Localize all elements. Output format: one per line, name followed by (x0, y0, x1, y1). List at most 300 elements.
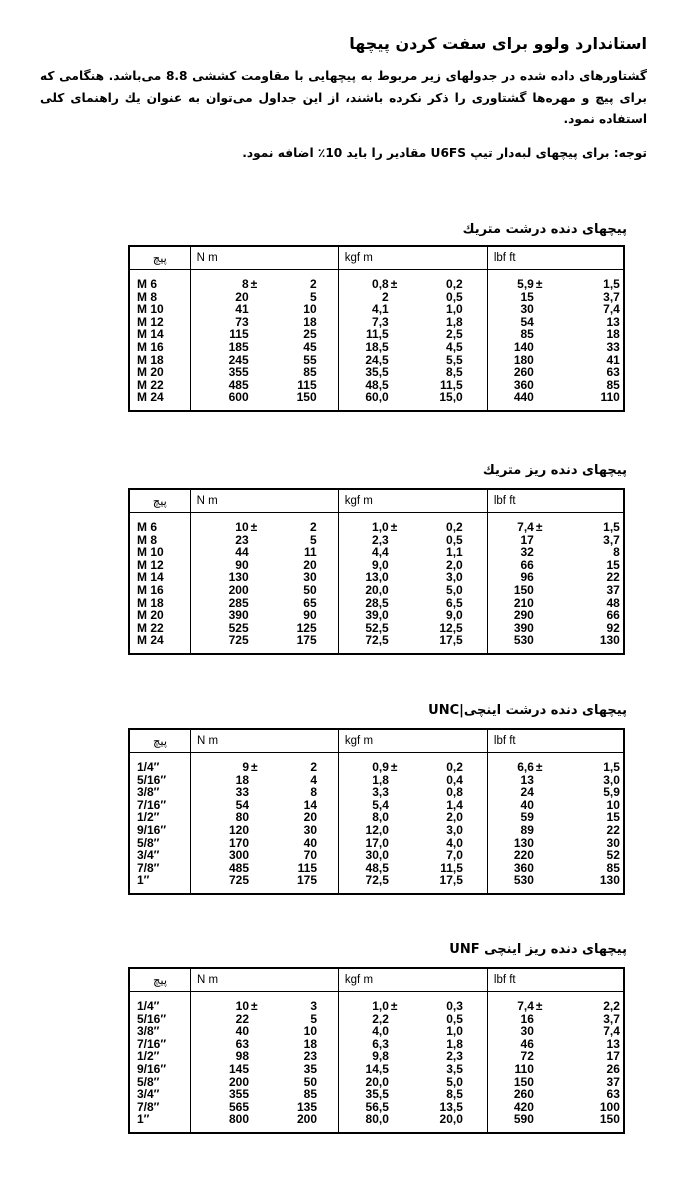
tolerance-sign (389, 1025, 405, 1038)
tolerance-sign (534, 354, 550, 367)
torque-value (339, 622, 487, 635)
nominal-value: 30 (520, 302, 534, 317)
tolerance-value: 10 (303, 1024, 318, 1039)
bolt-size: 7/8″ (137, 860, 160, 875)
tolerance-sign (534, 1038, 550, 1051)
tolerance-sign (534, 874, 550, 887)
tolerance-value: 85 (303, 1087, 318, 1102)
lbf-header: lbf ft (487, 489, 624, 513)
bolt-size: 1/4″ (137, 760, 160, 774)
tolerance-sign (249, 824, 265, 837)
tolerance-sign: ± (535, 520, 543, 534)
tolerance-value: 0,5 (446, 1011, 463, 1026)
torque-value (488, 1025, 623, 1038)
tolerance-sign (389, 534, 405, 547)
tolerance-sign (389, 811, 405, 824)
tolerance-value: 2 (309, 277, 317, 291)
tolerance-sign (249, 291, 265, 304)
torque-value (488, 874, 623, 887)
bolt-size: M 12 (137, 314, 164, 329)
tolerance-sign (249, 1101, 265, 1114)
tolerance-value: 1,5 (603, 277, 620, 291)
torque-value (488, 534, 623, 547)
torque-value (339, 874, 487, 887)
nominal-value: 4,1 (372, 302, 389, 317)
tolerance-sign (249, 1050, 265, 1063)
torque-value (191, 366, 338, 379)
torque-value (488, 559, 623, 572)
nominal-value: 6,6 (517, 760, 534, 774)
bolt-size: M 20 (137, 608, 164, 623)
tolerance-sign (389, 634, 405, 647)
bolt-size: 5/8″ (137, 835, 160, 850)
nominal-value: 390 (228, 608, 249, 623)
bolt-size: 1/2″ (137, 810, 160, 825)
torque-value (339, 366, 487, 379)
tolerance-sign (534, 622, 550, 635)
torque-value (488, 799, 623, 812)
lbf-column (487, 992, 624, 1133)
bolt-size: M 10 (137, 545, 164, 560)
tolerance-value: 4,5 (446, 339, 463, 354)
torque-value (339, 1088, 487, 1101)
torque-value (488, 521, 623, 534)
torque-value (488, 328, 623, 341)
nominal-value: 30,0 (365, 848, 389, 863)
nominal-value: 130 (228, 570, 249, 585)
tolerance-value: 85 (303, 365, 317, 380)
tolerance-sign (389, 837, 405, 850)
tolerance-value: 2 (309, 520, 317, 534)
tolerance-sign (534, 534, 550, 547)
tolerance-value: 14 (303, 797, 318, 812)
kgf-header: kgf m (338, 489, 487, 513)
torque-value (339, 328, 487, 341)
nominal-value: 52,5 (365, 620, 389, 635)
bolt-size: 9/16″ (137, 1061, 167, 1076)
torque-value (339, 1013, 487, 1026)
tolerance-value: 65 (303, 595, 317, 610)
tolerance-sign (389, 559, 405, 572)
tolerance-value: 20,0 (439, 1112, 463, 1127)
nominal-value: 725 (228, 873, 250, 888)
torque-value (339, 1050, 487, 1063)
torque-table (128, 245, 625, 412)
torque-value (191, 546, 338, 559)
table-title: پیچهای دنده ریز اینچی UNF (449, 942, 627, 957)
nominal-value: 73 (235, 314, 249, 329)
nm-header: N m (191, 729, 339, 753)
torque-value (191, 521, 338, 534)
tolerance-value: 50 (303, 582, 317, 597)
nominal-value: 13 (520, 772, 534, 787)
tolerance-value: 18 (303, 1036, 318, 1051)
torque-value (339, 1000, 487, 1013)
nominal-value: 98 (235, 1049, 250, 1064)
tolerance-sign: ± (251, 999, 258, 1013)
header-row (129, 489, 624, 513)
lbf-column (487, 513, 624, 654)
tolerance-value: 5,0 (446, 582, 463, 597)
tolerance-sign (534, 824, 550, 837)
tolerance-value: 35 (303, 1061, 318, 1076)
header-row (129, 968, 624, 992)
tolerance-sign (249, 1113, 265, 1126)
nominal-value: 145 (228, 1061, 250, 1076)
nominal-value: 13,0 (365, 570, 389, 585)
bolt-size: 5/8″ (137, 1074, 160, 1089)
bolt-size: M 14 (137, 327, 164, 342)
nominal-value: 1,0 (372, 999, 389, 1013)
nominal-value: 48,5 (365, 377, 389, 392)
nominal-value: 54 (235, 797, 250, 812)
nominal-value: 9 (242, 760, 250, 774)
torque-value (339, 546, 487, 559)
nominal-value: 360 (513, 860, 534, 875)
tolerance-value: 6,5 (446, 595, 463, 610)
tolerance-value: 15 (606, 810, 620, 825)
tolerance-sign (389, 303, 405, 316)
data-row (129, 992, 624, 1133)
tolerance-sign (249, 811, 265, 824)
lbf-header: lbf ft (487, 968, 624, 992)
torque-value (488, 1063, 623, 1076)
tolerance-sign (389, 774, 405, 787)
tolerance-value: 0,2 (446, 277, 463, 291)
kgf-column (338, 270, 487, 411)
bolt-size: M 14 (137, 570, 164, 585)
torque-value (488, 1000, 623, 1013)
tolerance-value: 90 (303, 608, 317, 623)
tolerance-sign: ± (251, 760, 258, 774)
tolerance-value: 175 (296, 873, 318, 888)
tolerance-value: 3,7 (603, 532, 620, 547)
tolerance-sign (389, 824, 405, 837)
tolerance-sign (249, 774, 265, 787)
nm-header: N m (191, 968, 339, 992)
nominal-value: 180 (513, 352, 534, 367)
torque-value (488, 609, 623, 622)
bolt-size-column (129, 992, 191, 1133)
tolerance-value: 25 (303, 327, 317, 342)
tolerance-sign (389, 366, 405, 379)
lbf-column (487, 270, 624, 411)
bolt-size: 3/4″ (137, 848, 160, 863)
nominal-value: 44 (235, 545, 249, 560)
nominal-value: 40 (235, 1024, 250, 1039)
bolt-size: 7/16″ (137, 797, 167, 812)
nominal-value: 150 (513, 582, 534, 597)
nominal-value: 40 (520, 797, 534, 812)
tolerance-sign (389, 849, 405, 862)
nominal-value: 300 (228, 848, 250, 863)
nominal-value: 48,5 (365, 860, 389, 875)
nominal-value: 7,3 (372, 314, 389, 329)
tolerance-sign (389, 1050, 405, 1063)
torque-value (339, 291, 487, 304)
tolerance-value: 8,5 (446, 1087, 463, 1102)
nominal-value: 66 (520, 557, 534, 572)
tolerance-value: 5,0 (446, 1074, 463, 1089)
nominal-value: 360 (513, 377, 534, 392)
torque-value (488, 278, 623, 291)
nominal-value: 2,3 (372, 532, 389, 547)
tolerance-value: 5 (310, 1011, 318, 1026)
bolt-size: 9/16″ (137, 822, 167, 837)
kgf-column (338, 992, 487, 1133)
tolerance-value: 26 (606, 1061, 620, 1076)
nominal-value: 80,0 (365, 1112, 389, 1127)
tolerance-value: 55 (303, 352, 317, 367)
tolerance-value: 63 (606, 1087, 620, 1102)
bolt-size: 1/4″ (137, 999, 160, 1013)
tolerance-value: 3,0 (603, 772, 620, 787)
tolerance-sign (249, 1038, 265, 1051)
tolerance-value: 2,5 (446, 327, 463, 342)
bolt-size: M 6 (137, 277, 158, 291)
torque-value (339, 341, 487, 354)
nominal-value: 17 (520, 532, 534, 547)
tolerance-value: 4,0 (446, 835, 463, 850)
torque-value (191, 1063, 338, 1076)
torque-value (191, 824, 338, 837)
tolerance-sign: ± (390, 999, 398, 1013)
nominal-value: 1,8 (372, 772, 389, 787)
bolt-size: 1/2″ (137, 1049, 160, 1064)
nominal-value: 525 (228, 620, 249, 635)
nominal-value: 210 (513, 595, 534, 610)
nominal-value: 20,0 (365, 1074, 389, 1089)
nominal-value: 245 (228, 352, 249, 367)
tolerance-value: 63 (606, 365, 620, 380)
torque-value (191, 1000, 338, 1013)
bolt-size: M 22 (137, 620, 164, 635)
tolerance-value: 1,5 (603, 520, 620, 534)
nm-column (190, 270, 338, 411)
nominal-value: 6,3 (372, 1036, 389, 1051)
tolerance-sign (249, 837, 265, 850)
tolerance-value: 52 (606, 848, 620, 863)
bolt-size: M 8 (137, 289, 158, 304)
torque-value (191, 874, 338, 887)
tolerance-value: 150 (599, 1112, 620, 1127)
nominal-value: 150 (513, 1074, 534, 1089)
nominal-value: 390 (513, 620, 534, 635)
bolt-size: 3/4″ (137, 1087, 160, 1102)
nominal-value: 11,5 (366, 327, 389, 342)
tolerance-sign (249, 786, 265, 799)
tolerance-sign (249, 379, 265, 392)
tolerance-sign (249, 534, 265, 547)
nominal-value: 0,8 (372, 277, 389, 291)
tolerance-value: 37 (606, 582, 620, 597)
tolerance-value: 3,5 (446, 1061, 463, 1076)
tolerance-sign (534, 1013, 550, 1026)
nominal-value: 355 (228, 1087, 250, 1102)
tolerance-sign (249, 874, 265, 887)
nominal-value: 96 (520, 570, 534, 585)
nominal-value: 140 (513, 339, 534, 354)
tolerance-value: 13 (606, 1036, 620, 1051)
tolerance-sign (389, 622, 405, 635)
tolerance-sign (389, 609, 405, 622)
nominal-value: 10 (235, 999, 250, 1013)
nominal-value: 24 (520, 785, 534, 800)
torque-value (488, 366, 623, 379)
torque-value (488, 811, 623, 824)
tolerance-value: 17,5 (439, 873, 463, 888)
nominal-value: 600 (228, 390, 249, 405)
tolerance-value: 8 (310, 785, 318, 800)
torque-value (191, 761, 338, 774)
intro-paragraph: گشتاورهای داده شده در جدولهای زیر مربوط به پیچهایی با مقاومت کششی 8.8 می‌باشد. هنگامی که برای پیچ و مهره‌ها گشتاوری را ذکر نکرده باشند، از این جداول می‌توان به عنوان یك راهنمای کلی استفاده نمود. (40, 69, 647, 126)
bolt-size: 7/8″ (137, 1099, 160, 1114)
torque-value (339, 1025, 487, 1038)
tolerance-value: 3,7 (603, 1011, 620, 1026)
header-row (129, 729, 624, 753)
nominal-value: 72,5 (365, 633, 389, 648)
torque-value (339, 379, 487, 392)
nominal-value: 565 (228, 1099, 250, 1114)
nominal-value: 90 (235, 557, 249, 572)
nominal-value: 85 (520, 327, 534, 342)
nominal-value: 16 (520, 1011, 534, 1026)
bolt-size: M 16 (137, 582, 164, 597)
torque-value (191, 1088, 338, 1101)
lbf-header: lbf ft (487, 246, 624, 270)
nm-column (190, 513, 338, 654)
tolerance-sign (389, 546, 405, 559)
torque-value (339, 534, 487, 547)
tolerance-sign (249, 571, 265, 584)
torque-value (191, 786, 338, 799)
tolerance-sign (534, 634, 550, 647)
tolerance-value: 0,2 (446, 520, 463, 534)
table-title: پیچهای دنده ریز متریك (482, 463, 627, 478)
tolerance-value: 17,5 (439, 633, 463, 648)
tolerance-value: 5,5 (446, 352, 463, 367)
bolt-header: پیچ (129, 246, 190, 270)
nominal-value: 530 (513, 873, 534, 888)
tolerance-sign (249, 799, 265, 812)
torque-value (488, 546, 623, 559)
tolerance-value: 13,5 (439, 1099, 463, 1114)
nominal-value: 7,4 (517, 999, 534, 1013)
torque-value (191, 278, 338, 291)
tolerance-value: 10 (606, 797, 620, 812)
tolerance-value: 40 (303, 835, 318, 850)
tolerance-sign (249, 328, 265, 341)
torque-value (339, 761, 487, 774)
bolt-size: M 24 (137, 390, 164, 405)
nominal-value: 12,0 (365, 822, 389, 837)
tolerance-sign (534, 571, 550, 584)
nominal-value: 33 (235, 785, 250, 800)
nominal-value: 260 (513, 1087, 534, 1102)
tolerance-value: 3,0 (446, 570, 463, 585)
tolerance-sign (389, 316, 405, 329)
nominal-value: 10 (235, 520, 249, 534)
torque-value (339, 824, 487, 837)
bolt-size-column (129, 513, 190, 654)
torque-value (339, 303, 487, 316)
tolerance-sign (534, 546, 550, 559)
nominal-value: 200 (228, 1074, 250, 1089)
tolerance-value: 45 (303, 339, 317, 354)
tolerance-sign (534, 1101, 550, 1114)
bolt-size: M 18 (137, 595, 164, 610)
nominal-value: 220 (513, 848, 534, 863)
tolerance-sign (534, 1050, 550, 1063)
bolt-size: 3/8″ (137, 785, 160, 800)
torque-value (191, 634, 338, 647)
data-row (129, 513, 624, 654)
tolerance-value: 10 (303, 302, 317, 317)
tolerance-sign: ± (535, 277, 543, 291)
tolerance-value: 1,1 (446, 545, 463, 560)
torque-value (339, 1076, 487, 1089)
nominal-value: 35,5 (365, 1087, 389, 1102)
tolerance-value: 8 (613, 545, 620, 560)
torque-value (339, 786, 487, 799)
tolerance-value: 11 (303, 545, 317, 560)
tolerance-sign: ± (250, 277, 258, 291)
nominal-value: 170 (228, 835, 250, 850)
tolerance-value: 92 (606, 620, 620, 635)
tolerance-sign (389, 1013, 405, 1026)
tolerance-value: 85 (606, 860, 620, 875)
tolerance-value: 150 (296, 390, 317, 405)
kgf-column (338, 753, 487, 894)
tolerance-sign (249, 1076, 265, 1089)
tolerance-value: 22 (606, 822, 620, 837)
bolt-size: 5/16″ (137, 1011, 167, 1026)
nominal-value: 46 (520, 1036, 534, 1051)
bolt-size: M 22 (137, 377, 164, 392)
tolerance-value: 4 (310, 772, 318, 787)
tolerance-value: 5 (309, 532, 317, 547)
tolerance-value: 66 (606, 608, 620, 623)
tolerance-value: 50 (303, 1074, 318, 1089)
tolerance-sign (534, 597, 550, 610)
torque-value (191, 341, 338, 354)
torque-value (488, 571, 623, 584)
tolerance-value: 100 (599, 1099, 620, 1114)
tolerance-sign (249, 622, 265, 635)
torque-value (191, 303, 338, 316)
nominal-value: 54 (520, 314, 534, 329)
nominal-value: 72 (520, 1049, 534, 1064)
nominal-value: 440 (513, 390, 534, 405)
tolerance-value: 1,8 (446, 1036, 463, 1051)
header-row (129, 246, 624, 270)
torque-table (128, 967, 625, 1134)
nominal-value: 5,9 (517, 277, 534, 291)
torque-value (488, 824, 623, 837)
tolerance-value: 12,5 (439, 620, 463, 635)
nominal-value: 200 (228, 582, 249, 597)
tolerance-sign (534, 1113, 550, 1126)
tolerance-value: 1,0 (446, 302, 463, 317)
torque-value (339, 849, 487, 862)
tolerance-value: 110 (600, 390, 620, 405)
nominal-value: 35,5 (365, 365, 389, 380)
tolerance-sign (534, 559, 550, 572)
tolerance-value: 17 (606, 1049, 620, 1064)
nominal-value: 355 (228, 365, 249, 380)
torque-value (339, 862, 487, 875)
torque-value (488, 316, 623, 329)
